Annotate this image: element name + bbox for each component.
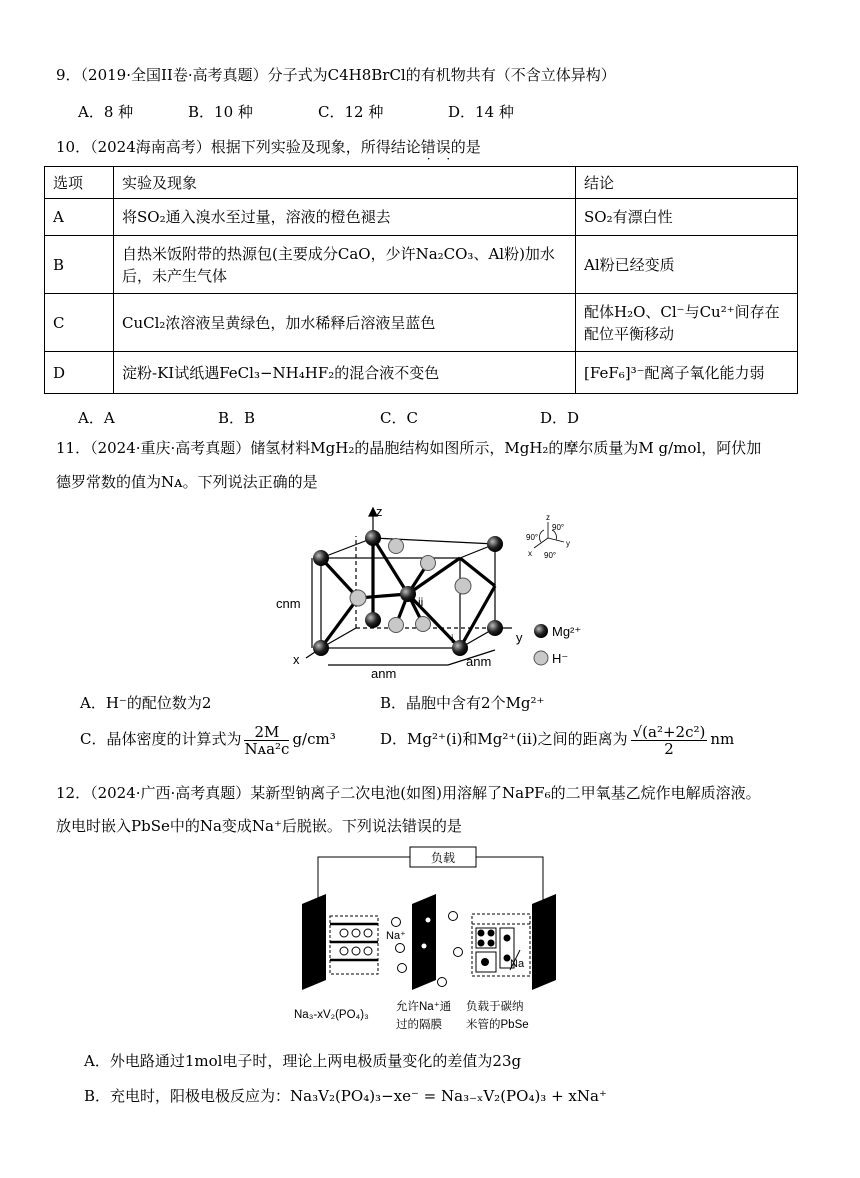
q11-option-a: A．H⁻的配位数为2 [80, 694, 212, 712]
na-right-label: Na [510, 958, 525, 970]
q9-option-b: B．10 种 [188, 103, 253, 121]
distance-numerator: √(a²+2c²) [632, 722, 706, 741]
mini-axis-z: z [546, 513, 550, 522]
row-d-experiment: 淀粉-KI试纸遇FeCl₃−NH₄HF₂的混合液不变色 [114, 352, 576, 394]
row-b-conclusion: Al粉已经变质 [576, 236, 798, 294]
q11-option-b: B．晶胞中含有2个Mg²⁺ [380, 694, 545, 712]
table-row [45, 294, 798, 352]
table-row [45, 236, 798, 294]
legend-h: H⁻ [552, 651, 569, 666]
axis-x-label: x [293, 652, 300, 667]
membrane [412, 894, 436, 990]
load-label: 负载 [430, 851, 456, 865]
mini-angle-2: 90° [552, 523, 565, 532]
dimension-a2-label: anm [466, 654, 492, 669]
q9-option-a: A．8 种 [78, 103, 134, 121]
q9-option-d: D．14 种 [448, 103, 514, 121]
na-ion-label: Na⁺ [386, 930, 406, 942]
q10-option-c: C．C [380, 409, 418, 427]
axis-y-label: y [516, 630, 523, 645]
distance-denominator: 2 [664, 739, 674, 758]
distance-unit: nm [710, 730, 735, 748]
row-c-option: C [45, 294, 114, 352]
q12-stem-line1: 12．（2024·广西·高考真题）某新型钠离子二次电池(如图)用溶解了NaPF₆的二甲氧基乙烷作电解质溶液。 [56, 784, 761, 802]
q10-option-a: A．A [78, 409, 115, 427]
table-row [45, 352, 798, 394]
legend-mg: Mg²⁺ [552, 624, 582, 639]
row-c-conclusion: 配体H₂O、Cl⁻与Cu²⁺间存在配位平衡移动 [576, 294, 798, 352]
density-fraction [244, 724, 289, 757]
mini-angle-1: 90° [526, 533, 539, 542]
membrane-label-1: 允许Na⁺通 [396, 1001, 452, 1013]
q12-option-b: B．充电时，阳极电极反应为：Na₃V₂(PO₄)₃−xe⁻ = Na₃₋ₓV₂(PO₄)₃ + xNa⁺ [84, 1087, 607, 1105]
table-header-option: 选项 [45, 167, 114, 199]
right-electrode-label-2: 米管的PbSe [466, 1019, 529, 1031]
density-unit: g/cm³ [292, 730, 336, 748]
axis-z-label: z [376, 504, 383, 519]
right-electrode [532, 894, 556, 990]
q10-stem-emphasis: 错误 · · [421, 138, 451, 156]
q10-stem-prefix: 10．（2024海南高考）根据下列实验及现象，所得结论 [56, 138, 421, 156]
q9-option-c: C．12 种 [318, 103, 384, 121]
atom-i-label: i [451, 632, 454, 646]
right-electrode-label-1: 负载于碳纳 [466, 1001, 524, 1013]
dimension-c-label: cnm [276, 596, 301, 611]
row-a-conclusion: SO₂有漂白性 [576, 199, 798, 236]
q11-stem-line2: 德罗常数的值为Nᴀ。下列说法正确的是 [56, 473, 318, 491]
row-b-experiment: 自热米饭附带的热源包(主要成分CaO，少许Na₂CO₃、Al粉)加水后，未产生气体 [114, 236, 576, 294]
q10-option-b: B．B [218, 409, 256, 427]
row-a-experiment: 将SO₂通入溴水至过量，溶液的橙色褪去 [114, 199, 576, 236]
mini-angle-3: 90° [544, 551, 557, 560]
row-d-conclusion: [FeF₆]³⁻配离子氧化能力弱 [576, 352, 798, 394]
q11-option-d [380, 722, 734, 757]
row-d-option: D [45, 352, 114, 394]
row-c-experiment: CuCl₂浓溶液呈黄绿色，加水稀释后溶液呈蓝色 [114, 294, 576, 352]
distance-fraction [631, 724, 708, 757]
q11-stem-line1: 11．（2024·重庆·高考真题）储氢材料MgH₂的晶胞结构如图所示，MgH₂的摩尔质量为M g/mol，阿伏加 [56, 439, 762, 457]
row-b-option: B [45, 236, 114, 294]
density-numerator: 2M [244, 724, 289, 741]
membrane-label-2: 过的隔膜 [396, 1019, 442, 1031]
battery-figure [288, 842, 588, 1037]
mini-axis-y: y [566, 539, 570, 548]
table-row [45, 199, 798, 236]
q10-stem [56, 136, 481, 157]
q11-option-c-text: C．晶体密度的计算式为 [80, 730, 242, 748]
q10-option-d: D．D [540, 409, 580, 427]
density-denominator: Nᴀa²c [244, 739, 290, 758]
crystal-cell-figure [268, 500, 608, 680]
mini-axis-x: x [528, 549, 532, 558]
q9-stem: 9．（2019·全国II卷·高考真题）分子式为C4H8BrCl的有机物共有（不含立体异构） [56, 66, 616, 84]
left-electrode-label: Na₃-xV₂(PO₄)₃ [294, 1009, 369, 1021]
q12-option-a: A．外电路通过1mol电子时，理论上两电极质量变化的差值为23g [84, 1052, 522, 1070]
left-electrode [302, 894, 326, 990]
q11-option-d-text: D．Mg²⁺(i)和Mg²⁺(ii)之间的距离为 [380, 730, 628, 748]
dimension-a-label: anm [371, 666, 397, 680]
table-header-conclusion: 结论 [576, 167, 798, 199]
atom-ii-label: ii [418, 595, 424, 609]
q11-option-c [80, 722, 336, 757]
table-header-row [45, 167, 798, 199]
row-a-option: A [45, 199, 114, 236]
table-header-experiment: 实验及现象 [114, 167, 576, 199]
q12-stem-line2: 放电时嵌入PbSe中的Na变成Na⁺后脱嵌。下列说法错误的是 [56, 817, 462, 835]
experiment-table [44, 166, 798, 394]
q10-stem-suffix: 的是 [450, 138, 481, 156]
